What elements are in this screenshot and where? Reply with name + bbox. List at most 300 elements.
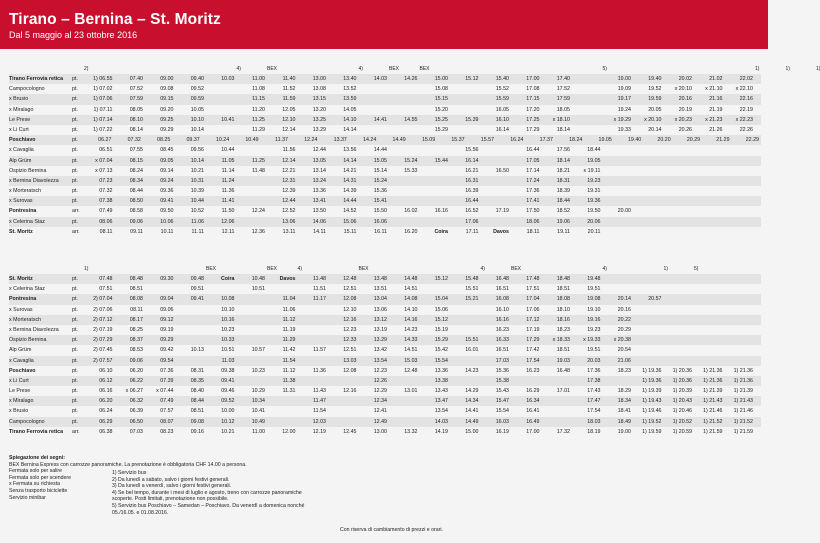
departure-time: 14.41 [465, 408, 479, 415]
departure-time: 09.56 [190, 147, 204, 154]
timetable-row [9, 105, 761, 115]
station-name: Campocologno [9, 86, 45, 93]
timetable-row [9, 335, 761, 345]
column-note: 5) [602, 66, 607, 72]
column-note: BEX [419, 66, 430, 72]
departure-time: 06.29 [99, 418, 113, 425]
station-name: x Brusio [9, 96, 29, 103]
departure-time: 17.06 [465, 218, 479, 225]
departure-time: 20.54 [617, 347, 631, 354]
departure-time: 09.37 [186, 137, 200, 144]
departure-time: 16.08 [495, 296, 509, 303]
departure-time: 14.49 [392, 137, 406, 144]
timetable-row [9, 135, 761, 145]
departure-time: 09.41 [160, 198, 174, 205]
departure-time: x 07.44 [156, 388, 174, 395]
departure-time: 10.06 [160, 218, 174, 225]
station-name: x Surovas [9, 306, 33, 313]
departure-time: 13.06 [282, 218, 296, 225]
departure-time: 11.00 [252, 76, 265, 82]
departure-time: 10.13 [190, 347, 204, 354]
departure-time: 12.08 [343, 296, 357, 303]
departure-time: 11.06 [191, 218, 204, 225]
departure-time: 14.49 [465, 418, 479, 425]
departure-time: 12.49 [373, 418, 387, 425]
departure-time: 15.03 [404, 357, 418, 364]
departure-time: 12.05 [282, 106, 296, 113]
departure-time: 15.40 [495, 76, 509, 82]
departure-time: 16.19 [495, 428, 509, 435]
departure-time: 18.05 [556, 106, 570, 113]
departure-time: x 18.33 [552, 337, 570, 344]
departure-time: 19.05 [598, 137, 612, 144]
departure-time: 07.23 [99, 177, 113, 184]
departure-time: 14.10 [404, 306, 418, 313]
departure-time: 1) 19.36 [642, 377, 662, 384]
footnotes [112, 470, 317, 516]
stop-type: pt. [72, 218, 78, 225]
departure-time: 15.37 [451, 137, 465, 144]
departure-time: 10.14 [190, 157, 204, 164]
departure-time: 15.33 [404, 167, 418, 174]
departure-time: 13.40 [343, 76, 357, 82]
departure-time: 14.48 [404, 276, 418, 282]
departure-time: 10.21 [221, 428, 235, 435]
departure-time: 18.51 [556, 286, 570, 293]
departure-time: 15.15 [434, 96, 448, 103]
stop-type: pt. [72, 126, 78, 133]
footnote: 1) Servizio bus [112, 470, 147, 476]
departure-time: 15.52 [495, 86, 509, 93]
stop-type: arr. [72, 208, 80, 215]
station-name: x Li Curt [9, 377, 29, 384]
column-note: BEX [267, 266, 278, 272]
station-name: St. Moritz [9, 276, 33, 282]
departure-time: 10.51 [221, 347, 235, 354]
departure-time: 13.04 [373, 296, 387, 303]
departure-time: 13.52 [343, 86, 357, 93]
timetable-row [9, 84, 761, 94]
departure-time: 10.41 [221, 116, 235, 123]
departure-time: 14.10 [343, 116, 357, 123]
departure-time: 18.52 [556, 208, 570, 215]
departure-time: 13.56 [343, 147, 357, 154]
departure-time: 10.44 [221, 147, 235, 154]
departure-time: 2) 07.29 [93, 337, 113, 344]
departure-time: 1) 20.36 [672, 367, 692, 374]
stop-type: arr. [72, 228, 80, 235]
departure-time: 08.48 [129, 276, 143, 282]
departure-time: 11.25 [252, 157, 265, 164]
departure-time: 13.51 [373, 286, 387, 293]
footnote: 5) Servizio bus Poschiavo – Samedan – Poschiavo. Da venerdì a domenica nonché 05./16.05. e 01.08.2016. [112, 502, 305, 516]
departure-time: 15.05 [373, 157, 387, 164]
departure-time: 11.56 [282, 147, 296, 154]
departure-time: 13.47 [434, 398, 448, 405]
departure-time: 17.36 [587, 367, 601, 374]
departure-time: 17.06 [526, 306, 540, 313]
departure-time: 17.29 [526, 337, 540, 344]
departure-time: 13.48 [373, 276, 387, 282]
departure-time: 1) 21.36 [703, 367, 723, 374]
departure-time: 08.51 [129, 286, 143, 293]
departure-time: 17.54 [526, 357, 540, 364]
departure-time: x 20.38 [613, 337, 631, 344]
stop-type: pt. [72, 316, 78, 323]
departure-time: 14.23 [465, 367, 479, 374]
departure-time: 1) 21.36 [733, 377, 753, 384]
legend-item: Senza trasporto biciclette [9, 487, 68, 494]
departure-time: 08.14 [129, 126, 143, 133]
departure-time: 10.33 [221, 337, 235, 344]
departure-time: 11.06 [282, 306, 296, 313]
departure-time: 10.03 [221, 76, 235, 82]
timetable-row [9, 325, 761, 335]
timetable-row [9, 125, 761, 135]
departure-time: 17.11 [465, 228, 479, 235]
departure-time: 19.48 [587, 276, 601, 282]
departure-time: 11.05 [221, 157, 235, 164]
stop-type: pt. [72, 408, 78, 415]
departure-time: x 19.33 [583, 337, 601, 344]
departure-time: 15.39 [465, 116, 479, 123]
departure-time: 15.57 [480, 137, 495, 144]
departure-time: 15.56 [465, 147, 479, 154]
departure-time: 11.03 [221, 357, 235, 364]
departure-time: 18.19 [587, 428, 601, 435]
departure-time: 21.29 [716, 137, 730, 144]
departure-time: 08.23 [160, 428, 174, 435]
departure-time: 1) 07.22 [93, 126, 113, 133]
departure-time: 16.10 [495, 306, 509, 313]
departure-time: 15.51 [465, 286, 479, 293]
departure-time: 07.52 [129, 86, 143, 93]
departure-time: 12.45 [343, 428, 357, 435]
departure-time: 18.08 [556, 296, 570, 303]
departure-time: 09.14 [160, 167, 174, 174]
departure-time: 15.06 [434, 306, 448, 313]
departure-time: 11.17 [313, 296, 326, 303]
timetable-row [9, 366, 761, 376]
departure-time: 1) 21.46 [733, 408, 753, 415]
departure-time: 20.11 [587, 228, 601, 235]
station-name: Poschiavo [9, 137, 36, 144]
departure-time: Davos [279, 276, 296, 282]
departure-time: 14.14 [343, 126, 357, 133]
departure-time: 20.16 [617, 306, 631, 313]
departure-time: 06.24 [99, 408, 113, 415]
departure-time: 1) 19.39 [642, 388, 662, 395]
departure-time: x 21.23 [705, 116, 723, 123]
column-note: 1 [816, 66, 819, 72]
departure-time: 10.10 [190, 116, 204, 123]
departure-time: 2) 07.04 [93, 296, 113, 303]
timetable-row [9, 376, 761, 386]
timetable-stmoritz-tirano [9, 262, 761, 437]
departure-time: 11.48 [252, 167, 265, 174]
station-name: x Li Curt [9, 126, 29, 133]
departure-time: 11.36 [313, 367, 326, 374]
departure-time: 09.15 [160, 96, 174, 103]
departure-time: 16.41 [526, 408, 540, 415]
station-name: Pontresina [9, 296, 37, 303]
departure-time: 19.51 [587, 347, 601, 354]
station-name: x Cavaglia [9, 357, 34, 364]
departure-time: 13.19 [373, 326, 387, 333]
departure-time: 19.10 [587, 306, 601, 313]
departure-time: 07.55 [129, 147, 143, 154]
departure-time: 20.14 [648, 126, 662, 133]
departure-time: 19.31 [587, 188, 601, 195]
stop-type: pt. [72, 418, 78, 425]
column-note: BEX [267, 66, 278, 72]
departure-time: 18.41 [617, 408, 631, 415]
departure-time: 17.00 [526, 428, 540, 435]
departure-time: 11.29 [252, 126, 265, 133]
departure-time: 10.48 [251, 276, 265, 282]
departure-time: 11.37 [275, 137, 289, 144]
departure-time: 06.50 [129, 418, 143, 425]
departure-time: 15.12 [434, 276, 448, 282]
stop-type: pt. [72, 398, 78, 405]
departure-time: 19.23 [587, 326, 601, 333]
departure-time: 14.08 [404, 296, 418, 303]
departure-time: 09.24 [160, 177, 174, 184]
departure-time: 08.31 [190, 367, 204, 374]
departure-time: 11.42 [282, 347, 296, 354]
departure-time: 15.14 [373, 167, 387, 174]
station-name: Alp Grüm [9, 347, 32, 354]
departure-time: 19.09 [617, 86, 631, 93]
departure-time: 17.01 [556, 388, 570, 395]
departure-time: 10.11 [160, 228, 174, 235]
departure-time: 09.19 [160, 326, 174, 333]
departure-time: 18.03 [587, 418, 601, 425]
column-note: BEX [389, 66, 400, 72]
departure-time: 08.08 [129, 296, 143, 303]
departure-time: 08.11 [99, 228, 113, 235]
column-note: 1) [785, 66, 790, 72]
departure-time: 16.48 [556, 367, 570, 374]
departure-time: 18.23 [617, 367, 631, 374]
departure-time: 08.25 [129, 326, 143, 333]
departure-time: 09.41 [190, 296, 204, 303]
departure-time: 17.03 [495, 357, 509, 364]
stop-type: pt. [72, 377, 78, 384]
stop-type: pt. [72, 357, 78, 364]
departure-time: 17.43 [587, 388, 601, 395]
departure-time: 1) 20.46 [672, 408, 692, 415]
departure-time: 08.40 [190, 388, 204, 395]
departure-time: 22.02 [739, 76, 753, 82]
departure-time: x 07.13 [95, 167, 113, 174]
departure-time: 13.41 [312, 198, 326, 205]
departure-time: 15.48 [465, 276, 479, 282]
departure-time: 12.14 [282, 157, 296, 164]
departure-time: 19.24 [617, 106, 631, 113]
departure-time: 15.08 [434, 86, 448, 93]
departure-time: 16.34 [526, 398, 540, 405]
departure-time: 08.50 [129, 198, 143, 205]
departure-time: 08.53 [129, 347, 143, 354]
departure-time: 11.59 [282, 96, 296, 103]
departure-time: 06.12 [99, 377, 113, 384]
departure-time: 17.36 [526, 188, 540, 195]
departure-time: 06.20 [129, 367, 143, 374]
departure-time: 12.52 [282, 208, 296, 215]
departure-time: 08.10 [129, 116, 143, 123]
legend-item: Fermata solo per scendere [9, 474, 71, 481]
departure-time: 1) 21.46 [703, 408, 723, 415]
departure-time: 16.01 [465, 347, 479, 354]
departure-time: 15.19 [434, 326, 448, 333]
departure-time: 08.44 [129, 188, 143, 195]
departure-time: 16.14 [465, 157, 479, 164]
departure-time: 1) 07.11 [93, 106, 113, 113]
departure-time: 13.20 [312, 106, 326, 113]
departure-time: 18.39 [556, 188, 570, 195]
departure-time: 11.19 [282, 326, 296, 333]
departure-time: 12.26 [373, 377, 387, 384]
departure-time: 15.24 [404, 157, 418, 164]
departure-time: Davos [493, 228, 509, 235]
departure-time: 18.48 [556, 276, 570, 282]
legend-item: Servizio minibar [9, 494, 46, 501]
departure-time: 13.54 [434, 408, 448, 415]
departure-time: 16.39 [465, 188, 479, 195]
departure-time: 10.21 [190, 167, 204, 174]
departure-time: 09.08 [190, 418, 204, 425]
station-name: Ospizio Bernina [9, 337, 47, 344]
departure-time: 12.51 [343, 286, 357, 293]
departure-time: 09.06 [160, 306, 174, 313]
departure-time: 11.14 [221, 167, 235, 174]
departure-time: 12.14 [282, 126, 296, 133]
departure-time: 17.12 [526, 316, 540, 323]
departure-time: 19.33 [617, 126, 631, 133]
departure-time: 10.31 [190, 177, 204, 184]
departure-time: 08.35 [190, 377, 204, 384]
departure-time: 16.14 [495, 126, 509, 133]
stop-type: pt. [72, 276, 78, 282]
departure-time: 20.29 [617, 326, 631, 333]
departure-time: x 20.23 [674, 116, 692, 123]
departure-time: 20.57 [648, 296, 662, 303]
timetable-row [9, 186, 761, 196]
departure-time: 07.49 [160, 398, 174, 405]
column-note: 1) [663, 266, 668, 272]
departure-time: 17.20 [526, 106, 540, 113]
station-name: Alp Grüm [9, 157, 32, 164]
departure-time: 12.00 [282, 428, 296, 435]
departure-time: 14.51 [404, 347, 418, 354]
departure-time: 14.23 [404, 326, 418, 333]
station-name: Campocologno [9, 418, 45, 425]
departure-time: 09.11 [130, 228, 143, 235]
departure-time: 1) 20.59 [672, 428, 692, 435]
departure-time: 1) 21.43 [733, 398, 753, 405]
station-name: x Miralago [9, 398, 34, 405]
departure-time: 06.32 [129, 398, 143, 405]
departure-time: 20.05 [648, 106, 662, 113]
station-name: Tirano Ferrovia retica [9, 76, 64, 82]
departure-time: 20.02 [678, 76, 692, 82]
departure-time: 19.52 [648, 86, 662, 93]
departure-time: 15.11 [343, 228, 357, 235]
stop-type: pt. [72, 147, 78, 154]
departure-time: 18.16 [556, 316, 570, 323]
departure-time: x 22.10 [735, 86, 753, 93]
departure-time: 16.24 [510, 137, 524, 144]
departure-time: 2) 07.19 [93, 326, 113, 333]
departure-time: 13.06 [373, 306, 387, 313]
departure-time: 10.34 [251, 398, 265, 405]
departure-time: 19.40 [627, 137, 642, 144]
departure-time: 17.29 [526, 126, 540, 133]
departure-time: x 19.11 [583, 167, 601, 174]
column-note: 5) [694, 266, 699, 272]
departure-time: 07.38 [99, 198, 113, 205]
legend-item: BEX Bernina Express con carrozze panoramiche. La prenotazione è obbligatoria CHF 14.00 a persona. [9, 461, 247, 468]
footnote: 2) Da lunedì a sabato, salvo i giorni festivi generali. [112, 476, 230, 483]
departure-time: 14.44 [373, 147, 387, 154]
departure-time: 13.00 [312, 76, 326, 82]
departure-time: 1) 21.59 [703, 428, 723, 435]
departure-time: 15.47 [495, 398, 509, 405]
departure-time: 18.21 [556, 167, 570, 174]
stop-type: pt. [72, 286, 78, 293]
departure-time: Coira [220, 276, 235, 282]
station-name: x Surovas [9, 198, 33, 205]
stop-type: pt. [72, 76, 78, 82]
departure-time: 09.50 [160, 208, 174, 215]
departure-time: 09.20 [160, 106, 174, 113]
departure-time: 16.05 [495, 106, 509, 113]
departure-time: 17.05 [526, 157, 540, 164]
departure-time: 14.33 [404, 337, 418, 344]
departure-time: 1) 19.36 [642, 367, 662, 374]
departure-time: 11.43 [313, 388, 326, 395]
timetable-header [9, 62, 819, 74]
departure-time: 21.02 [709, 76, 723, 82]
legend-item: Fermata solo per salire [9, 468, 63, 475]
departure-time: 12.44 [312, 147, 326, 154]
column-note: 4) [236, 66, 241, 72]
departure-time: 16.10 [495, 116, 509, 123]
departure-time: 15.36 [373, 188, 387, 195]
departure-time: 12.51 [343, 347, 357, 354]
departure-time: 15.36 [495, 367, 509, 374]
timetable-row [9, 417, 761, 427]
departure-time: 19.06 [556, 218, 570, 225]
timetable-row [9, 274, 761, 284]
departure-time: 21.26 [709, 126, 723, 133]
departure-time: 19.40 [648, 76, 662, 82]
departure-time: 11.04 [282, 296, 296, 303]
departure-time: 09.36 [160, 188, 174, 195]
departure-time: 09.59 [190, 96, 204, 103]
departure-time: 15.44 [434, 157, 448, 164]
departure-time: 13.29 [312, 126, 326, 133]
departure-time: 20.14 [617, 296, 631, 303]
departure-time: 12.24 [251, 208, 265, 215]
departure-time: 08.11 [130, 306, 143, 313]
departure-time: 07.32 [127, 137, 141, 144]
station-name: x Morteratsch [9, 316, 42, 323]
departure-time: 09.40 [190, 76, 204, 82]
station-name: x Celerina Staz [9, 286, 45, 293]
departure-time: 16.51 [495, 286, 509, 293]
